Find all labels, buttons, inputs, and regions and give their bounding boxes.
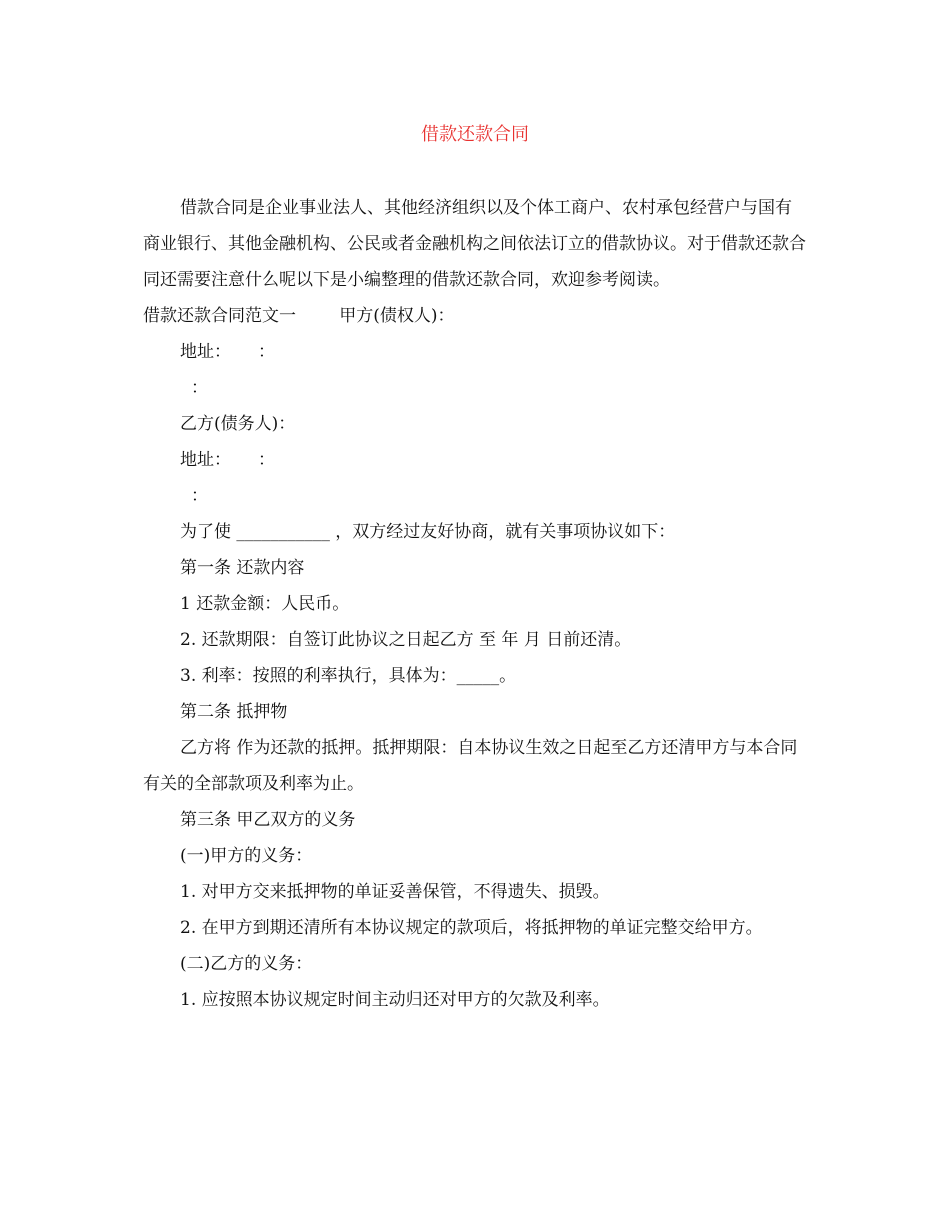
repayment-amount-line: 1 还款金额：人民币。: [180, 594, 350, 614]
party-b-obligations-heading: (二)乙方的义务：: [180, 954, 313, 974]
party-a-obligations-heading: (一)甲方的义务：: [180, 846, 313, 866]
purpose-line: 为了使 ___________ ，双方经过友好协商，就有关事项协议如下：: [180, 522, 676, 542]
article-three-heading: 第三条 甲乙双方的义务: [180, 810, 356, 830]
party-b-contact-line: ：: [191, 486, 208, 506]
article-two-heading: 第二条 抵押物: [180, 702, 288, 722]
article-one-heading: 第一条 还款内容: [180, 558, 305, 578]
party-a-contact-line: ：: [191, 378, 208, 398]
party-b-obligation-one: 1. 应按照本协议规定时间主动归还对甲方的欠款及利率。: [180, 990, 610, 1010]
collateral-paragraph: 乙方将 作为还款的抵押。抵押期限：自本协议生效之日起至乙方还清甲方与本合同有关的全部款项及利率为止。: [143, 738, 798, 794]
party-b-address-line: 地址： ：: [180, 450, 276, 470]
intro-paragraph: 借款合同是企业事业法人、其他经济组织以及个体工商户、农村承包经营户与国有商业银行、其他金融机构、公民或者金融机构之间依法订立的借款协议。对于借款还款合同还需要注意什么呢以下是小编整理的借款还款合同，欢迎参考阅读。: [143, 198, 806, 290]
party-a-obligation-one: 1. 对甲方交来抵押物的单证妥善保管，不得遗失、损毁。: [180, 882, 610, 902]
interest-rate-line: 3. 利率：按照的利率执行，具体为：_____。: [180, 666, 517, 686]
party-b-heading-line: 乙方(债务人)：: [180, 414, 296, 434]
sample-heading-line: 借款还款合同范文一 甲方(债权人)：: [143, 306, 455, 326]
repayment-term-line: 2. 还款期限：自签订此协议之日起乙方 至 年 月 日前还清。: [180, 630, 632, 650]
party-a-address-line: 地址： ：: [180, 342, 276, 362]
document-body: [143, 190, 808, 1018]
party-a-obligation-two: 2. 在甲方到期还清所有本协议规定的款项后，将抵押物的单证完整交给甲方。: [180, 918, 763, 938]
document-title: 借款还款合同: [421, 124, 529, 145]
